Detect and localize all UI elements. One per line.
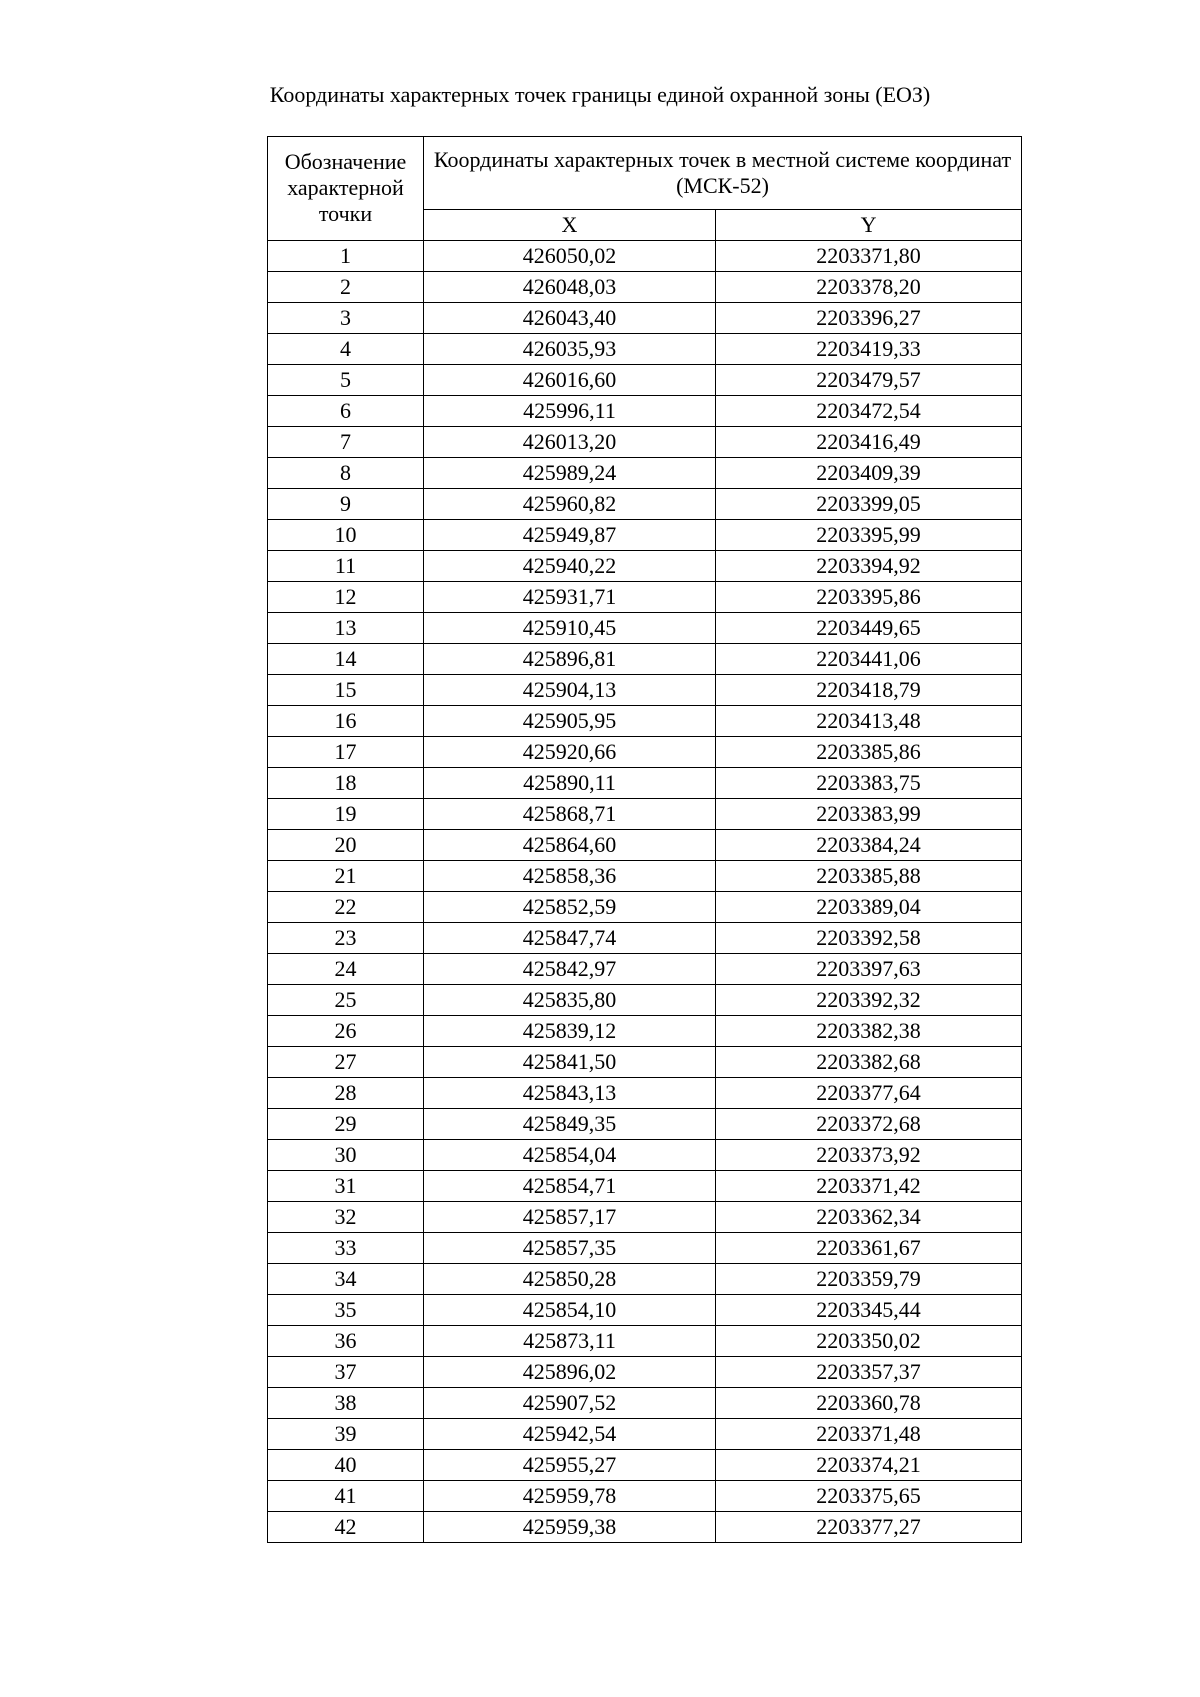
point-number-cell: 9 xyxy=(268,489,424,520)
document-title: Координаты характерных точек границы единой охранной зоны (ЕОЗ) xyxy=(269,82,931,107)
x-coordinate-cell: 425835,80 xyxy=(424,985,716,1016)
table-row xyxy=(268,1264,1022,1295)
point-number-cell: 29 xyxy=(268,1109,424,1140)
point-number-cell: 14 xyxy=(268,644,424,675)
x-coordinate-cell: 425842,97 xyxy=(424,954,716,985)
x-coordinate-cell: 425959,78 xyxy=(424,1481,716,1512)
x-coordinate-cell: 425905,95 xyxy=(424,706,716,737)
point-number-cell: 24 xyxy=(268,954,424,985)
table-row xyxy=(268,830,1022,861)
x-coordinate-cell: 425904,13 xyxy=(424,675,716,706)
point-number-cell: 17 xyxy=(268,737,424,768)
header-x: X xyxy=(424,210,716,241)
table-row xyxy=(268,954,1022,985)
point-number-cell: 7 xyxy=(268,427,424,458)
x-coordinate-cell: 425852,59 xyxy=(424,892,716,923)
x-coordinate-cell: 425839,12 xyxy=(424,1016,716,1047)
table-row xyxy=(268,892,1022,923)
x-coordinate-cell: 425907,52 xyxy=(424,1388,716,1419)
point-number-cell: 12 xyxy=(268,582,424,613)
x-coordinate-cell: 425849,35 xyxy=(424,1109,716,1140)
point-number-cell: 21 xyxy=(268,861,424,892)
y-coordinate-cell: 2203394,92 xyxy=(716,551,1022,582)
x-coordinate-cell: 425989,24 xyxy=(424,458,716,489)
point-number-cell: 40 xyxy=(268,1450,424,1481)
table-row xyxy=(268,923,1022,954)
table-row xyxy=(268,1233,1022,1264)
y-coordinate-cell: 2203361,67 xyxy=(716,1233,1022,1264)
y-coordinate-cell: 2203378,20 xyxy=(716,272,1022,303)
x-coordinate-cell: 426043,40 xyxy=(424,303,716,334)
table-body xyxy=(268,241,1022,1543)
table-row xyxy=(268,334,1022,365)
point-number-cell: 34 xyxy=(268,1264,424,1295)
y-coordinate-cell: 2203377,27 xyxy=(716,1512,1022,1543)
y-coordinate-cell: 2203375,65 xyxy=(716,1481,1022,1512)
point-number-cell: 35 xyxy=(268,1295,424,1326)
table-row xyxy=(268,520,1022,551)
header-point-line: характерной xyxy=(287,175,404,200)
point-number-cell: 20 xyxy=(268,830,424,861)
x-coordinate-cell: 425843,13 xyxy=(424,1078,716,1109)
table-row xyxy=(268,1078,1022,1109)
point-number-cell: 28 xyxy=(268,1078,424,1109)
header-point-line: точки xyxy=(318,201,373,226)
y-coordinate-cell: 2203449,65 xyxy=(716,613,1022,644)
table-header xyxy=(268,137,1022,241)
table-row xyxy=(268,613,1022,644)
x-coordinate-cell: 425857,35 xyxy=(424,1233,716,1264)
point-number-cell: 2 xyxy=(268,272,424,303)
y-coordinate-cell: 2203382,38 xyxy=(716,1016,1022,1047)
y-coordinate-cell: 2203382,68 xyxy=(716,1047,1022,1078)
point-number-cell: 37 xyxy=(268,1357,424,1388)
table-row xyxy=(268,489,1022,520)
x-coordinate-cell: 425940,22 xyxy=(424,551,716,582)
x-coordinate-cell: 425873,11 xyxy=(424,1326,716,1357)
point-number-cell: 39 xyxy=(268,1419,424,1450)
y-coordinate-cell: 2203418,79 xyxy=(716,675,1022,706)
x-coordinate-cell: 425864,60 xyxy=(424,830,716,861)
table-row xyxy=(268,1450,1022,1481)
table-row xyxy=(268,1109,1022,1140)
header-point-designation xyxy=(268,137,424,241)
y-coordinate-cell: 2203374,21 xyxy=(716,1450,1022,1481)
x-coordinate-cell: 425854,10 xyxy=(424,1295,716,1326)
table-row xyxy=(268,799,1022,830)
table-row xyxy=(268,458,1022,489)
point-number-cell: 3 xyxy=(268,303,424,334)
point-number-cell: 41 xyxy=(268,1481,424,1512)
point-number-cell: 31 xyxy=(268,1171,424,1202)
point-number-cell: 23 xyxy=(268,923,424,954)
point-number-cell: 18 xyxy=(268,768,424,799)
point-number-cell: 5 xyxy=(268,365,424,396)
x-coordinate-cell: 425847,74 xyxy=(424,923,716,954)
y-coordinate-cell: 2203371,48 xyxy=(716,1419,1022,1450)
table-row xyxy=(268,768,1022,799)
table-row xyxy=(268,272,1022,303)
table-row xyxy=(268,396,1022,427)
x-coordinate-cell: 426035,93 xyxy=(424,334,716,365)
y-coordinate-cell: 2203392,32 xyxy=(716,985,1022,1016)
x-coordinate-cell: 425910,45 xyxy=(424,613,716,644)
header-y: Y xyxy=(716,210,1022,241)
point-number-cell: 22 xyxy=(268,892,424,923)
y-coordinate-cell: 2203389,04 xyxy=(716,892,1022,923)
table-row xyxy=(268,1357,1022,1388)
table-row xyxy=(268,1326,1022,1357)
point-number-cell: 10 xyxy=(268,520,424,551)
table-row xyxy=(268,365,1022,396)
y-coordinate-cell: 2203384,24 xyxy=(716,830,1022,861)
x-coordinate-cell: 426016,60 xyxy=(424,365,716,396)
table-row xyxy=(268,1419,1022,1450)
y-coordinate-cell: 2203359,79 xyxy=(716,1264,1022,1295)
point-number-cell: 13 xyxy=(268,613,424,644)
table-row xyxy=(268,1512,1022,1543)
x-coordinate-cell: 425960,82 xyxy=(424,489,716,520)
x-coordinate-cell: 425955,27 xyxy=(424,1450,716,1481)
header-coordinates: Координаты характерных точек в местной системе координат (МСК-52) xyxy=(424,137,1022,210)
x-coordinate-cell: 426048,03 xyxy=(424,272,716,303)
table-row xyxy=(268,1140,1022,1171)
table-row xyxy=(268,1295,1022,1326)
x-coordinate-cell: 425920,66 xyxy=(424,737,716,768)
y-coordinate-cell: 2203350,02 xyxy=(716,1326,1022,1357)
x-coordinate-cell: 425857,17 xyxy=(424,1202,716,1233)
y-coordinate-cell: 2203383,75 xyxy=(716,768,1022,799)
y-coordinate-cell: 2203383,99 xyxy=(716,799,1022,830)
point-number-cell: 27 xyxy=(268,1047,424,1078)
y-coordinate-cell: 2203419,33 xyxy=(716,334,1022,365)
header-point-line: Обозначение xyxy=(284,149,407,174)
y-coordinate-cell: 2203362,34 xyxy=(716,1202,1022,1233)
point-number-cell: 11 xyxy=(268,551,424,582)
table-row xyxy=(268,582,1022,613)
y-coordinate-cell: 2203372,68 xyxy=(716,1109,1022,1140)
table-row xyxy=(268,1388,1022,1419)
point-number-cell: 26 xyxy=(268,1016,424,1047)
y-coordinate-cell: 2203392,58 xyxy=(716,923,1022,954)
x-coordinate-cell: 425854,71 xyxy=(424,1171,716,1202)
y-coordinate-cell: 2203479,57 xyxy=(716,365,1022,396)
point-number-cell: 30 xyxy=(268,1140,424,1171)
point-number-cell: 19 xyxy=(268,799,424,830)
table-row xyxy=(268,1202,1022,1233)
table-row xyxy=(268,737,1022,768)
x-coordinate-cell: 425854,04 xyxy=(424,1140,716,1171)
table-row xyxy=(268,1171,1022,1202)
x-coordinate-cell: 425890,11 xyxy=(424,768,716,799)
point-number-cell: 1 xyxy=(268,241,424,272)
y-coordinate-cell: 2203395,99 xyxy=(716,520,1022,551)
point-number-cell: 36 xyxy=(268,1326,424,1357)
table-row xyxy=(268,861,1022,892)
y-coordinate-cell: 2203385,86 xyxy=(716,737,1022,768)
y-coordinate-cell: 2203409,39 xyxy=(716,458,1022,489)
point-number-cell: 32 xyxy=(268,1202,424,1233)
y-coordinate-cell: 2203373,92 xyxy=(716,1140,1022,1171)
y-coordinate-cell: 2203472,54 xyxy=(716,396,1022,427)
point-number-cell: 16 xyxy=(268,706,424,737)
y-coordinate-cell: 2203357,37 xyxy=(716,1357,1022,1388)
x-coordinate-cell: 425959,38 xyxy=(424,1512,716,1543)
x-coordinate-cell: 425949,87 xyxy=(424,520,716,551)
x-coordinate-cell: 425841,50 xyxy=(424,1047,716,1078)
y-coordinate-cell: 2203345,44 xyxy=(716,1295,1022,1326)
x-coordinate-cell: 425896,81 xyxy=(424,644,716,675)
point-number-cell: 25 xyxy=(268,985,424,1016)
y-coordinate-cell: 2203395,86 xyxy=(716,582,1022,613)
y-coordinate-cell: 2203377,64 xyxy=(716,1078,1022,1109)
table-row xyxy=(268,303,1022,334)
coordinates-table xyxy=(267,136,1022,1543)
y-coordinate-cell: 2203360,78 xyxy=(716,1388,1022,1419)
y-coordinate-cell: 2203371,42 xyxy=(716,1171,1022,1202)
point-number-cell: 42 xyxy=(268,1512,424,1543)
table-row xyxy=(268,985,1022,1016)
x-coordinate-cell: 425931,71 xyxy=(424,582,716,613)
x-coordinate-cell: 425896,02 xyxy=(424,1357,716,1388)
table-row xyxy=(268,427,1022,458)
x-coordinate-cell: 425942,54 xyxy=(424,1419,716,1450)
table-row xyxy=(268,551,1022,582)
y-coordinate-cell: 2203396,27 xyxy=(716,303,1022,334)
table-row xyxy=(268,1047,1022,1078)
point-number-cell: 8 xyxy=(268,458,424,489)
x-coordinate-cell: 426050,02 xyxy=(424,241,716,272)
table-row xyxy=(268,241,1022,272)
x-coordinate-cell: 425996,11 xyxy=(424,396,716,427)
table-row xyxy=(268,675,1022,706)
table-row xyxy=(268,1481,1022,1512)
x-coordinate-cell: 425858,36 xyxy=(424,861,716,892)
y-coordinate-cell: 2203416,49 xyxy=(716,427,1022,458)
y-coordinate-cell: 2203385,88 xyxy=(716,861,1022,892)
point-number-cell: 15 xyxy=(268,675,424,706)
point-number-cell: 6 xyxy=(268,396,424,427)
table-row xyxy=(268,644,1022,675)
y-coordinate-cell: 2203371,80 xyxy=(716,241,1022,272)
y-coordinate-cell: 2203399,05 xyxy=(716,489,1022,520)
x-coordinate-cell: 425868,71 xyxy=(424,799,716,830)
table-row xyxy=(268,1016,1022,1047)
point-number-cell: 38 xyxy=(268,1388,424,1419)
table-row xyxy=(268,706,1022,737)
point-number-cell: 33 xyxy=(268,1233,424,1264)
x-coordinate-cell: 426013,20 xyxy=(424,427,716,458)
point-number-cell: 4 xyxy=(268,334,424,365)
x-coordinate-cell: 425850,28 xyxy=(424,1264,716,1295)
y-coordinate-cell: 2203413,48 xyxy=(716,706,1022,737)
y-coordinate-cell: 2203441,06 xyxy=(716,644,1022,675)
y-coordinate-cell: 2203397,63 xyxy=(716,954,1022,985)
